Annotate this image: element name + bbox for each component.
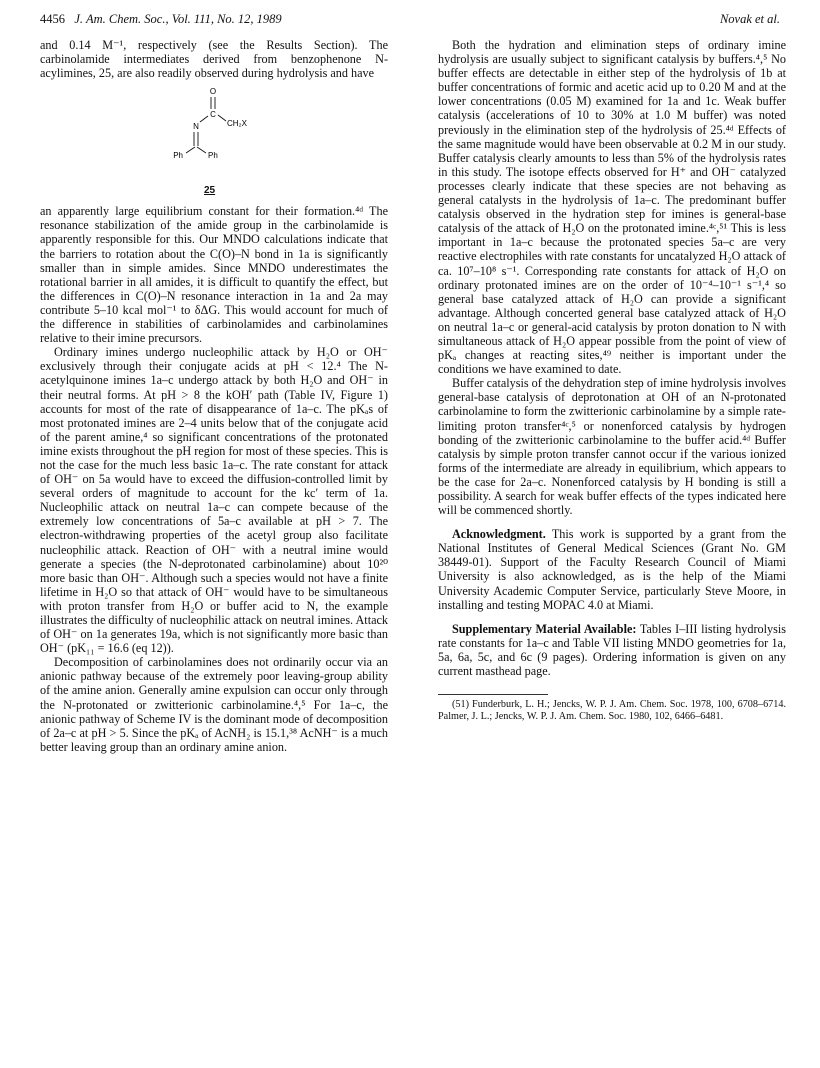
acknowledgment-title: Acknowledgment. (452, 527, 546, 542)
paragraph-continued: and 0.14 M⁻¹, respectively (see the Results Section). The carbinolamide intermediates derived from benzophenone N-acylimines, 25, are also readily observed during hydrolysis and have (40, 38, 388, 81)
supplementary-title: Supplementary Material Available: (452, 621, 637, 636)
left-column (40, 38, 388, 754)
supplementary-text: Tables I–III listing hydrolysis rate constants for 1a–c and Table VII listing MNDO geometries for 1a, 5a, 6a, 5c, and 6c (9 pages). Ordering information is given on any current masthead page. (438, 621, 786, 679)
compound-label: 25 (204, 185, 216, 197)
paragraph-resonance: an apparently large equilibrium constant for their formation.⁴ᵈ The resonance stabilization of the amide group in the carbinolamide is apparently responsible for this. Our MNDO calculations indicate that the barriers to rotation about the C(O)–N bond in 1a is significantly smaller than in simple amides. Since MNDO underestimates the rotational barrier in all amides, it is difficult to quantify the effect, but the differences in C(O)–N resonance interaction in 1a and 2a may contribute 5–10 kcal mol⁻¹ to δΔG. This would account for much of the difference in stabilities of carbinolamides and carbinolamines relative to their imine precursors. (40, 204, 388, 346)
phenyl-left: Ph (173, 151, 183, 161)
page-header (40, 12, 780, 28)
paragraph-decomposition: Decomposition of carbinolamines does not ordinarily occur via an anionic pathway because of the extremely poor leaving-group ability of the amine anion. Generally amine expulsion can occur only through the N-protonated or zwitterionic carbinolamine.⁴,⁵ For 1a–c, the anionic pathway of Scheme IV is the dominant mode of decomposition of 2a–c at pH > 5. Since the pKₐ of AcNH₂ is 15.1,³⁸ AcNH⁻ is a much better leaving group than an ordinary amine anion. (40, 655, 388, 754)
paragraph-nucleophilic-attack: Ordinary imines undergo nucleophilic attack by H₂O or OH⁻ exclusively through their conjugate acids at pH < 12.⁴ The N-acetylquinone imines 1a–c undergo attack by both H₂O and OH⁻ in their neutral forms. At pH > 8 the kOH′ path (Table IV, Figure 1) accounts for most of the rate of disappearance of 1a–c. The pKₐs of most protonated imines are 2–4 units below that of the conjugate acid of the parent amine,⁴ so significant concentrations of the protonated imine exists throughout the pH region for most of these species. This is not the case for the much less basic 1a–c. The rate constant for attack of OH⁻ on 5a would have to exceed the diffusion-controlled limit by several orders of magnitude to account for the kc′ term of 1a. Nucleophilic attack on neutral 1a–c can compete because of the extremely low concentrations of 5a–c available at pH > 7. The electron-withdrawing properties of the acetyl group also facilitate nucleophilic attack. Reaction of OH⁻ with a neutral imine would generate a species (the N-deprotonated carbinolamine) about 10²⁰ more basic than OH⁻. Although such a species would not have a finite lifetime in H₂O so that attack of OH⁻ would have to be simultaneous with proton transfer from H₂O or buffer acid to N, the example illustrates the difficulty of nucleophilic attack on neutral imines. Attack of OH⁻ on 1a generates 19a, which is not significantly more basic than OH⁻ (pK₁₁ = 16.6 (eq 12)). (40, 345, 388, 656)
acknowledgment (438, 527, 786, 612)
footnote-51: (51) Funderburk, L. H.; Jencks, W. P. J. Am. Chem. Soc. 1978, 100, 6708–6714. Palmer, J. L.; Jencks, W. P. J. Am. Chem. Soc. 1980, 102, 6466–6481. (438, 699, 786, 723)
phenyl-right: Ph (208, 151, 218, 161)
structure-drawing (40, 82, 388, 182)
group-ch2x: CH₂X (227, 119, 247, 129)
journal-citation: J. Am. Chem. Soc., Vol. 111, No. 12, 1989 (74, 12, 282, 26)
atom-o: O (209, 87, 217, 97)
header-left (40, 12, 282, 26)
page-number: 4456 (40, 12, 65, 26)
atom-c: C (210, 110, 216, 120)
paragraph-dehydration: Buffer catalysis of the dehydration step of imine hydrolysis involves general-base catalysis of deprotonation at OH of an N-protonated carbinolamine to form the zwitterionic carbinolamine by a simple rate-limiting proton transfer⁴ᶜ,⁵ or nonenforced catalysis by hydrogen bonding of the zwitterionic carbinolamine to the buffer acid.⁴ᵈ Buffer catalysis by simple proton transfer cannot occur if the various ionized forms of the intermediate are already in equilibrium, which appears to be the case for 2a–c. Nonenforced catalysis by H bonding is still a possibility. A search for weak buffer effects of the types indicated here will be commenced shortly. (438, 376, 786, 518)
atom-n: N (193, 122, 199, 132)
chemical-structure-25 (40, 82, 388, 204)
acknowledgment-text: This work is supported by a grant from the National Institutes of General Medical Sciences (Grant No. GM 38449-01). Support of the Faculty Research Council of Miami University is also acknowledged, as is the help of the Miami University Academic Computer Service, particularly Steve Moore, in installing and testing MOPAC 4.0 at Miami. (438, 527, 786, 612)
supplementary-material (438, 622, 786, 678)
footnote-divider (438, 694, 548, 695)
running-authors: Novak et al. (719, 12, 780, 26)
right-column (438, 38, 786, 723)
paragraph-buffer-catalysis: Both the hydration and elimination steps of ordinary imine hydrolysis are usually subject to significant catalysis by buffers.⁴,⁵ No buffer effects are detectable in either step of the hydrolysis of 1b at buffer concentrations of formic and acetic acid up to 0.20 M and at the lower concentrations (0.05 M) examined for 1a and 1c. Weak buffer catalysis (accelerations of 10 to 30% at 1.0 M buffer) was noted previously in the elimination step of the hydrolysis of 25.⁴ᵈ Effects of the same magnitude would have been observable at 0.2 M in our study. Buffer catalysis clearly amounts to less than 5% of the hydrolysis rates in this study. The isotope effects observed for H⁺ and OH⁻ catalyzed processes clearly indicate that these species are not behaving as general catalysts in the hydrolysis of 1a–c. The predominant buffer catalysis observed in the hydration step for imines is general-base catalysis of the attack of H₂O on the protonated imine.⁴ᶜ,⁵¹ This is less important in 1a–c because the protonated species 5a–c are very reactive electrophiles with rate constants for uncatalyzed H₂O attack of ca. 10⁷–10⁸ s⁻¹. Corresponding rate constants for attack of H₂O on ordinary protonated imines are on the order of 10⁻⁴–10⁻¹ s⁻¹,⁴ so general base catalyzed attack of H₂O can provide a significant advantage. Although concerted general base catalyzed attack of H₂O on neutral 1a–c or general-acid catalysis by proton donation to N with simultaneous attack of H₂O appear possible from the point of view of pKₐ changes at reacting sites,⁴⁹ neither is important under the conditions we have examined to date. (438, 38, 786, 377)
